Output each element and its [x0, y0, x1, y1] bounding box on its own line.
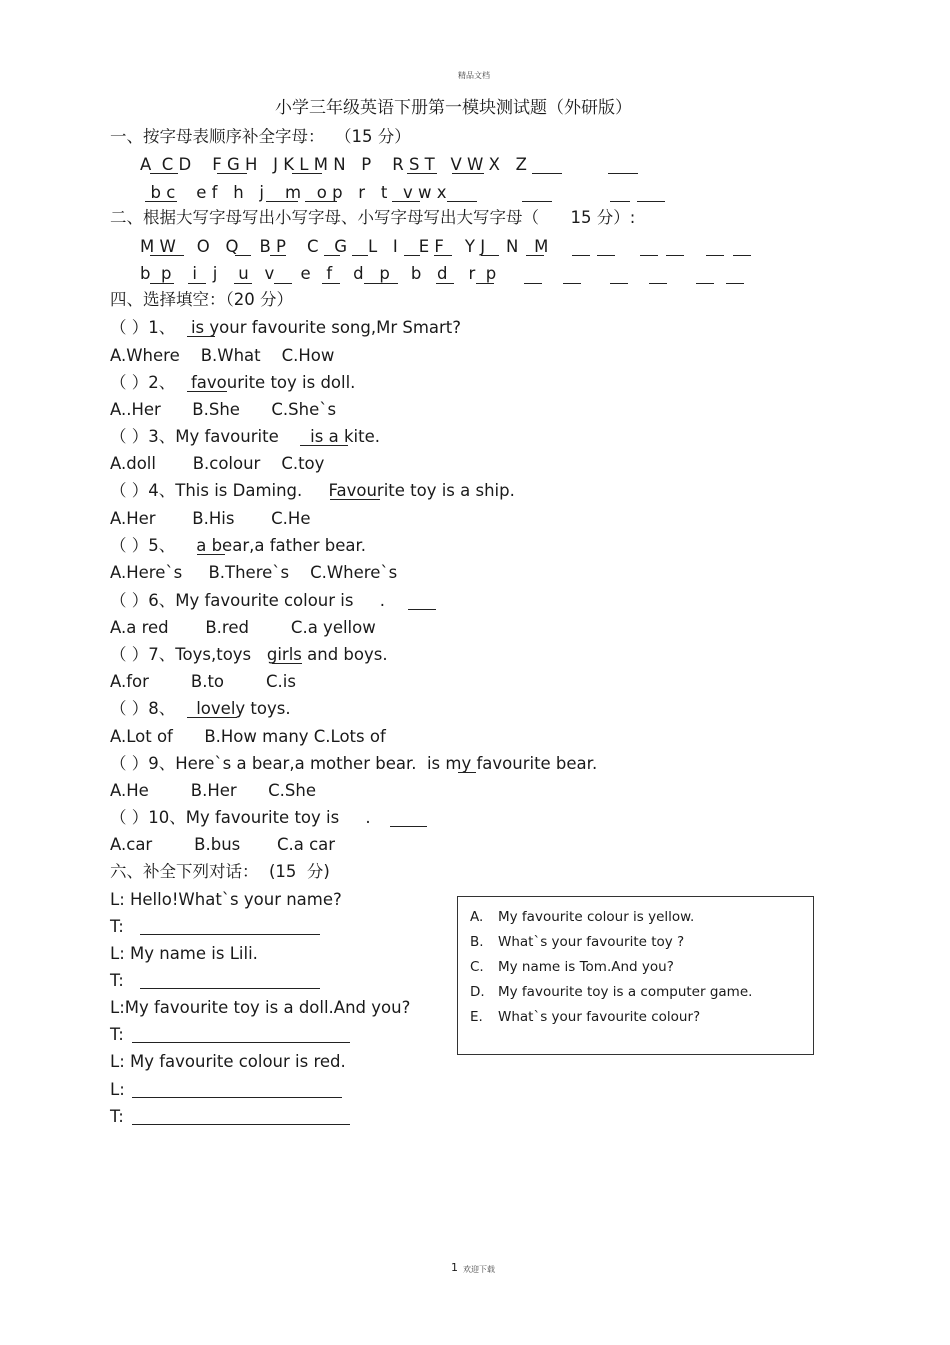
options-6: A.a red B.red C.a yellow [110, 618, 376, 637]
fill-blank[interactable] [330, 499, 380, 500]
options-2: A..Her B.She C.She`s [110, 400, 337, 419]
fill-blank[interactable] [187, 717, 237, 718]
fill-blank[interactable] [150, 173, 178, 174]
choice-item [470, 933, 684, 951]
fill-blank[interactable] [726, 283, 744, 284]
fill-blank[interactable] [526, 255, 544, 256]
options-7: A.for B.to C.is [110, 672, 296, 691]
choice-text: What`s your favourite toy ? [498, 934, 685, 950]
fill-blank[interactable] [458, 772, 476, 773]
dialog-line-1: L: Hello!What`s your name? [110, 890, 342, 909]
fill-blank[interactable] [733, 255, 751, 256]
choice-text: My favourite toy is a computer game. [498, 984, 753, 1000]
choice-text: My name is Tom.And you? [498, 959, 674, 975]
fill-blank[interactable] [436, 283, 454, 284]
footer-note: 欢迎下载 [463, 1265, 495, 1274]
section4-heading: 四、选择填空：（20 分） [110, 290, 293, 309]
fill-blank[interactable] [352, 255, 368, 256]
fill-blank[interactable] [145, 201, 177, 202]
fill-blank[interactable] [292, 173, 322, 174]
question-10: （ ）10、My favourite toy is . [110, 808, 371, 827]
options-4: A.Her B.His C.He [110, 509, 311, 528]
options-3: A.doll B.colour C.toy [110, 454, 325, 473]
answer-blank[interactable] [140, 934, 320, 935]
fill-blank[interactable] [272, 663, 302, 664]
question-5: （ ）5、 a bear,a father bear. [110, 536, 366, 555]
fill-blank[interactable] [532, 173, 562, 174]
answer-blank[interactable] [132, 1097, 342, 1098]
choice-letter: B. [470, 934, 484, 950]
dialog-line-4: T: [110, 971, 124, 990]
fill-blank[interactable] [364, 283, 398, 284]
header-note: 精品文档 [458, 71, 490, 80]
fill-blank[interactable] [217, 173, 247, 174]
options-8: A.Lot of B.How many C.Lots of [110, 727, 386, 746]
options-5: A.Here`s B.There`s C.Where`s [110, 563, 398, 582]
options-9: A.He B.Her C.She [110, 781, 316, 800]
question-1: （ ）1、 is your favourite song,Mr Smart? [110, 318, 462, 337]
fill-blank[interactable] [187, 391, 227, 392]
dialog-line-9: T: [110, 1107, 124, 1126]
fill-blank[interactable] [476, 283, 494, 284]
section1-heading: 一、按字母表顺序补全字母： （15 分） [110, 127, 411, 146]
fill-blank[interactable] [392, 201, 420, 202]
choice-letter: C. [470, 959, 484, 975]
page-number: 1 [451, 1261, 458, 1274]
fill-blank[interactable] [452, 173, 484, 174]
dialog-line-3: L: My name is Lili. [110, 944, 258, 963]
fill-blank[interactable] [324, 255, 340, 256]
question-4: （ ）4、This is Daming. Favourite toy is a ship. [110, 481, 515, 500]
dialog-line-6: T: [110, 1025, 124, 1044]
fill-blank[interactable] [447, 201, 477, 202]
fill-blank[interactable] [610, 283, 628, 284]
dialog-choices-box [457, 896, 814, 1055]
fill-blank[interactable] [610, 201, 630, 202]
fill-blank[interactable] [649, 283, 667, 284]
fill-blank[interactable] [300, 445, 348, 446]
fill-blank[interactable] [390, 826, 427, 827]
fill-blank[interactable] [563, 283, 581, 284]
answer-blank[interactable] [132, 1124, 350, 1125]
fill-blank[interactable] [305, 201, 337, 202]
section1-row1: A C D F G H J K L M N P R S T V W X Z [140, 155, 527, 174]
section2-heading: 二、根据大写字母写出小写字母、小写字母写出大写字母（ 15 分）: [110, 208, 636, 227]
answer-blank[interactable] [140, 988, 320, 989]
fill-blank[interactable] [408, 609, 436, 610]
fill-blank[interactable] [640, 255, 658, 256]
question-3: （ ）3、My favourite is a kite. [110, 427, 380, 446]
fill-blank[interactable] [322, 283, 340, 284]
question-8: （ ）8、 lovely toys. [110, 699, 291, 718]
fill-blank[interactable] [706, 255, 724, 256]
fill-blank[interactable] [266, 201, 298, 202]
dialog-line-5: L:My favourite toy is a doll.And you? [110, 998, 411, 1017]
fill-blank[interactable] [188, 283, 206, 284]
options-10: A.car B.bus C.a car [110, 835, 336, 854]
fill-blank[interactable] [150, 283, 174, 284]
question-7: （ ）7、Toys,toys girls and boys. [110, 645, 388, 664]
question-2: （ ）2、 favourite toy is doll. [110, 373, 356, 392]
dialog-line-8: L: [110, 1080, 125, 1099]
dialog-line-7: L: My favourite colour is red. [110, 1052, 346, 1071]
dialog-line-2: T: [110, 917, 124, 936]
fill-blank[interactable] [597, 255, 615, 256]
answer-blank[interactable] [132, 1042, 350, 1043]
fill-blank[interactable] [434, 255, 452, 256]
fill-blank[interactable] [404, 255, 420, 256]
fill-blank[interactable] [274, 283, 292, 284]
fill-blank[interactable] [234, 283, 252, 284]
fill-blank[interactable] [187, 336, 215, 337]
choice-item [470, 958, 674, 976]
fill-blank[interactable] [696, 283, 714, 284]
question-6: （ ）6、My favourite colour is . [110, 591, 385, 610]
section2-row2: b p i j u v e f d p b d r p [140, 264, 497, 283]
options-1: A.Where B.What C.How [110, 346, 335, 365]
fill-blank[interactable] [235, 255, 251, 256]
choice-item [470, 983, 752, 1001]
fill-blank[interactable] [637, 201, 665, 202]
fill-blank[interactable] [407, 173, 437, 174]
fill-blank[interactable] [524, 283, 542, 284]
fill-blank[interactable] [197, 554, 225, 555]
choice-text: My favourite colour is yellow. [498, 909, 695, 925]
fill-blank[interactable] [572, 255, 590, 256]
fill-blank[interactable] [481, 255, 499, 256]
section1-row2: b c e f h j m o p r t v w x [140, 183, 447, 202]
fill-blank[interactable] [666, 255, 684, 256]
question-9: （ ）9、Here`s a bear,a mother bear. is my favourite bear. [110, 754, 598, 773]
fill-blank[interactable] [608, 173, 638, 174]
fill-blank[interactable] [522, 201, 552, 202]
choice-text: What`s your favourite colour? [498, 1009, 701, 1025]
section6-heading: 六、补全下列对话： (15 分) [110, 862, 330, 881]
page-title: 小学三年级英语下册第一模块测试题（外研版） [275, 98, 632, 118]
choice-letter: A. [470, 909, 484, 925]
section2-row1: M W O Q B P C G L I E F Y J N M [140, 237, 549, 256]
choice-letter: E. [470, 1009, 483, 1025]
choice-item [470, 1008, 700, 1026]
fill-blank[interactable] [270, 255, 286, 256]
choice-letter: D. [470, 984, 485, 1000]
fill-blank[interactable] [150, 255, 184, 256]
choice-item [470, 908, 694, 926]
